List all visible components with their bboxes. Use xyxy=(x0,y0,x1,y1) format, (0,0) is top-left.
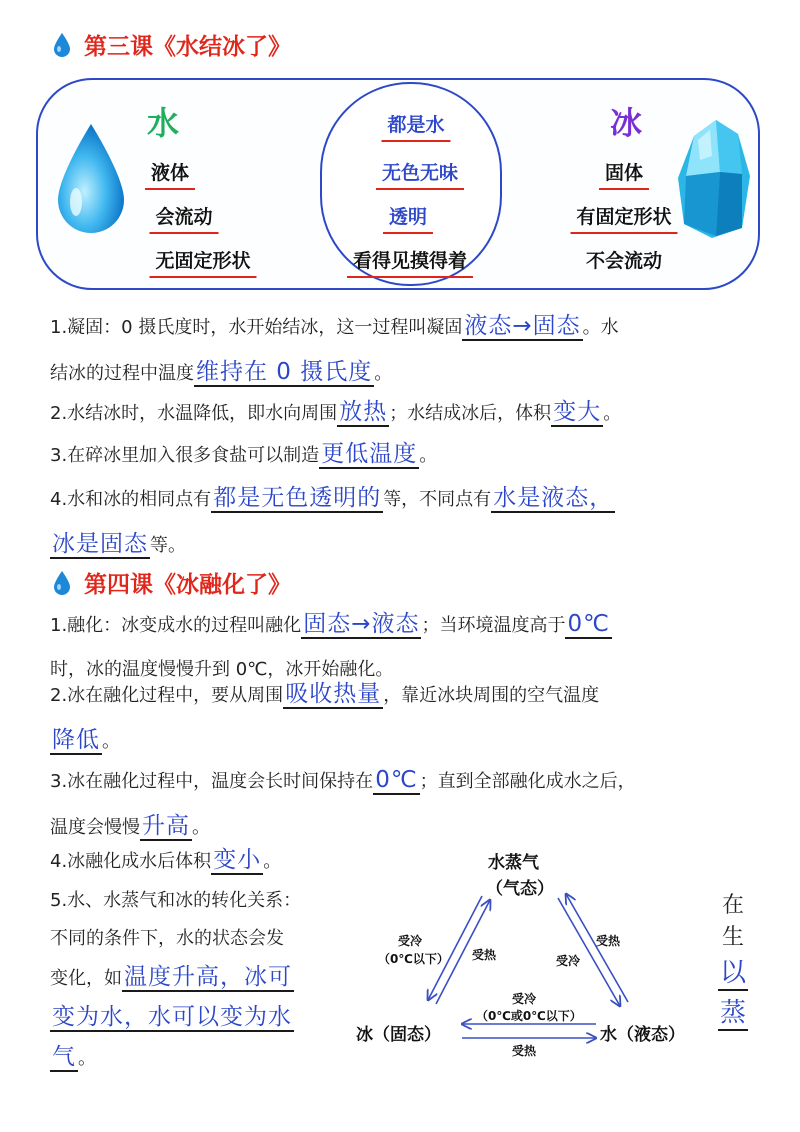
water-drop-icon xyxy=(52,570,72,596)
cooling-label: 受冷 xyxy=(398,934,423,948)
water-heading: 水 xyxy=(146,104,180,142)
answer: 气 xyxy=(52,1044,76,1070)
common-item-4: 看得见摸得着 xyxy=(347,246,473,278)
text-segment: 5.水、水蒸气和冰的转化关系： xyxy=(50,890,302,911)
text-segment: 。 xyxy=(78,1048,96,1069)
text-segment: 。 xyxy=(263,851,282,872)
answer: 固态→液态 xyxy=(303,611,420,637)
text-segment: 。 xyxy=(419,445,438,466)
answer: 液态→固态 xyxy=(464,313,581,339)
ice-heading: 冰 xyxy=(609,104,643,142)
text-segment: 。水 xyxy=(582,317,619,338)
side-answer-1: 以 xyxy=(718,952,748,991)
lesson3-title: 第三课《水结冰了》 xyxy=(52,28,291,61)
water-item-2: 会流动 xyxy=(149,202,218,234)
text-segment: ，靠近冰块周围的空气温度 xyxy=(383,685,600,706)
answer: 更低温度 xyxy=(321,441,418,467)
answer: 冰是固态 xyxy=(52,531,148,557)
water-drop-illustration xyxy=(54,122,128,240)
text-segment: 1.融化：冰变成水的过程叫融化 xyxy=(50,615,302,636)
common-item-2: 无色无味 xyxy=(376,158,464,190)
common-item-3: 透明 xyxy=(383,202,433,234)
text-segment: 时，冰的温度慢慢升到 0℃，冰开始融化。 xyxy=(50,659,394,680)
answer: 吸收热量 xyxy=(285,681,382,707)
answer: 都是无色透明的 xyxy=(213,485,382,511)
lesson3-point-4 xyxy=(50,476,750,568)
text-segment: 。 xyxy=(102,731,120,752)
text-segment: 1.凝固：0 摄氏度时，水开始结冰，这一过程叫凝固 xyxy=(50,317,463,338)
text-segment: 3.在碎冰里加入很多食盐可以制造 xyxy=(50,445,320,466)
lesson4-point-2 xyxy=(50,672,750,764)
text-segment: ；水结成冰后，体积 xyxy=(389,403,552,424)
ice-item-3: 不会流动 xyxy=(585,250,663,272)
answer: 维持在 0 摄氏度 xyxy=(196,359,373,385)
heating-label: 受热 xyxy=(596,934,621,948)
ice-item-1: 固体 xyxy=(599,158,649,190)
side-text-2: 生 xyxy=(722,925,745,950)
text-segment: 结冰的过程中温度 xyxy=(50,363,194,384)
lesson3-point-2 xyxy=(50,390,750,436)
text-segment: ；直到全部融化成水之后， xyxy=(419,771,636,792)
lesson4-title: 第四课《冰融化了》 xyxy=(52,566,291,599)
text-segment: 4.冰融化成水后体积 xyxy=(50,851,212,872)
heating-label: 受热 xyxy=(512,1044,537,1058)
text-segment: 。 xyxy=(192,817,210,838)
answer: 变为水，水可以变为水 xyxy=(52,1004,292,1030)
side-text-1: 在 xyxy=(722,893,745,918)
ice-crystal-illustration xyxy=(676,116,754,242)
answer: 降低 xyxy=(52,727,100,753)
cooling-label: 受冷 xyxy=(556,954,581,968)
text-segment: 2.冰在融化过程中，要从周围 xyxy=(50,685,284,706)
answer: 温度升高，冰可 xyxy=(124,964,292,990)
side-answer-2: 蒸 xyxy=(718,992,748,1031)
answer: 放热 xyxy=(339,399,388,425)
zero-or-below-label: （0℃或0℃以下） xyxy=(476,1009,582,1023)
water-item-1: 液体 xyxy=(145,158,195,190)
common-item-1: 都是水 xyxy=(381,110,450,142)
vapor-state-label: （气态） xyxy=(486,879,554,899)
text-segment: 等。 xyxy=(150,535,186,556)
ice-item-2: 有固定形状 xyxy=(570,202,677,234)
text-segment: 等，不同点有 xyxy=(383,489,492,510)
lesson3-point-1 xyxy=(50,304,750,396)
vapor-label: 水蒸气 xyxy=(488,853,539,873)
text-segment: 4.水和冰的相同点有 xyxy=(50,489,212,510)
lesson4-point-4 xyxy=(50,840,350,882)
text-segment: ；当环境温度高于 xyxy=(421,615,566,636)
answer: 变小 xyxy=(213,847,262,873)
lesson4-point-3 xyxy=(50,758,750,850)
text-segment: 变化，如 xyxy=(50,968,122,989)
text-segment: 不同的条件下，水的状态会发 xyxy=(50,928,284,949)
text-segment: 3.冰在融化过程中，温度会长时间保持在 xyxy=(50,771,374,792)
answer: 升高 xyxy=(142,813,190,839)
water-drop-icon xyxy=(52,32,72,58)
text-segment: 。 xyxy=(603,403,622,424)
cooling-label: 受冷 xyxy=(512,992,537,1006)
text-segment: 。 xyxy=(374,363,393,384)
text-segment: 2.水结冰时，水温降低，即水向周围 xyxy=(50,403,338,424)
text-segment: 温度会慢慢 xyxy=(50,817,140,838)
answer: 水是液态， xyxy=(493,485,614,511)
answer: 0℃ xyxy=(375,767,418,793)
lesson4-point-5 xyxy=(50,882,350,1078)
ice-state-label: 冰（固态） xyxy=(356,1025,441,1045)
lesson3-point-3 xyxy=(50,432,750,478)
heating-label: 受热 xyxy=(472,948,497,962)
answer: 变大 xyxy=(553,399,602,425)
water-state-label: 水（液态） xyxy=(600,1025,685,1045)
water-item-3: 无固定形状 xyxy=(149,246,256,278)
below-zero-label: （0℃以下） xyxy=(378,952,449,966)
answer: 0℃ xyxy=(567,611,610,637)
